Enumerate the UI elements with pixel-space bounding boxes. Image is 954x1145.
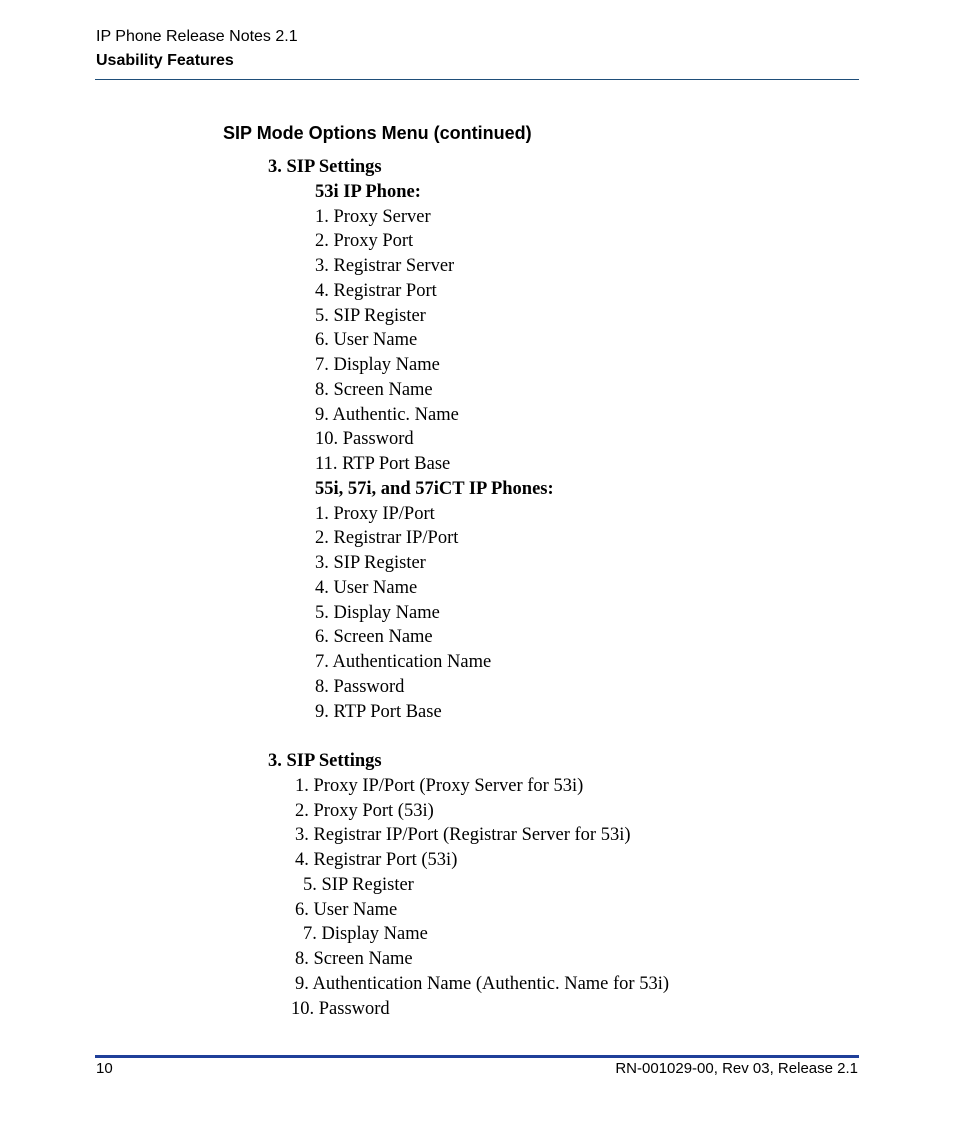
list-item: 10. Password <box>291 998 390 1019</box>
list-item: 3. SIP Register <box>315 553 426 573</box>
group-label-53i: 53i IP Phone: <box>315 181 421 202</box>
list-item: 5. SIP Register <box>303 874 414 895</box>
list-item: 5. SIP Register <box>315 305 426 326</box>
list-item: 6. Screen Name <box>315 627 433 648</box>
list-item: 2. Registrar IP/Port <box>315 528 459 549</box>
list-item: 9. RTP Port Base <box>315 701 442 722</box>
section-title: Usability Features <box>96 52 234 69</box>
page-heading: SIP Mode Options Menu (continued) <box>223 123 532 143</box>
list-item: 8. Password <box>315 676 405 697</box>
list-item: 4. User Name <box>315 577 418 598</box>
list-item: 7. Display Name <box>303 924 428 945</box>
list-item: 9. Authentic. Name <box>315 404 459 425</box>
list-item: 4. Registrar Port <box>315 280 437 301</box>
list-item: 3. Registrar IP/Port (Registrar Server for 53i) <box>295 825 631 846</box>
footer-divider <box>95 1055 859 1058</box>
list-item: 11. RTP Port Base <box>315 454 451 474</box>
block-title: 3. SIP Settings <box>268 157 382 177</box>
list-item: 1. Proxy Server <box>315 206 431 227</box>
sip-settings-block-phone-models <box>268 155 554 724</box>
document-id: RN-001029-00, Rev 03, Release 2.1 <box>615 1060 858 1077</box>
list-item: 6. User Name <box>295 899 398 920</box>
list-item: 1. Proxy IP/Port (Proxy Server for 53i) <box>295 775 584 796</box>
list-item: 2. Proxy Port (53i) <box>295 800 434 821</box>
list-item: 2. Proxy Port <box>315 231 414 252</box>
group-label-55i-57i: 55i, 57i, and 57iCT IP Phones: <box>315 478 554 499</box>
list-item: 1. Proxy IP/Port <box>315 503 435 524</box>
list-item: 8. Screen Name <box>295 949 413 969</box>
list-item: 7. Authentication Name <box>315 652 492 672</box>
list-item: 10. Password <box>315 429 414 450</box>
list-item: 4. Registrar Port (53i) <box>295 850 458 870</box>
list-item: 8. Screen Name <box>315 379 433 400</box>
sip-settings-block-combined <box>268 749 670 1021</box>
block-title: 3. SIP Settings <box>268 751 382 771</box>
document-title: IP Phone Release Notes 2.1 <box>96 28 298 45</box>
list-item: 6. User Name <box>315 330 418 351</box>
page-number: 10 <box>96 1060 113 1077</box>
header-divider <box>95 79 859 80</box>
list-item: 5. Display Name <box>315 602 440 623</box>
list-item: 7. Display Name <box>315 355 440 375</box>
list-item: 3. Registrar Server <box>315 256 455 276</box>
list-item: 9. Authentication Name (Authentic. Name for 53i) <box>295 973 670 994</box>
